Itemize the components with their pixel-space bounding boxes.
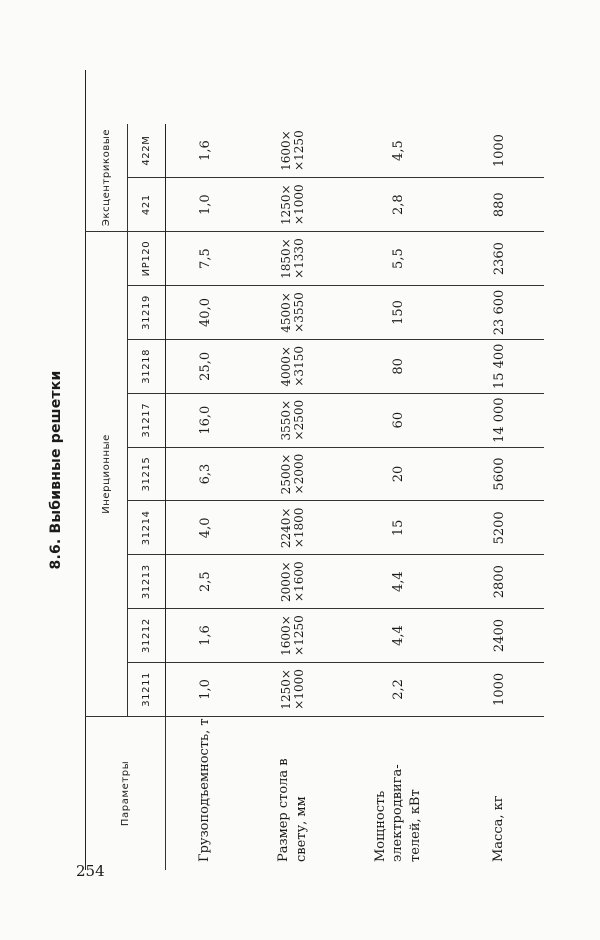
table-cell: 1,0: [166, 662, 245, 716]
table-cell: 14 000: [454, 393, 544, 447]
param-line: телей, кВт: [407, 789, 423, 862]
cell-line: 2000×: [279, 561, 294, 602]
model-header: 31219: [128, 286, 166, 340]
model-header: ИР120: [128, 232, 166, 286]
cell-line: 2240×: [279, 507, 294, 549]
cell-line: 4500×: [279, 292, 294, 333]
cell-line: 1250×: [279, 184, 294, 225]
cell-line: 1850×: [279, 238, 294, 279]
table-cell: [244, 124, 342, 178]
cell-line: 1600×: [279, 130, 294, 171]
cell-line: 1600×: [279, 615, 294, 656]
table-cell: 2,2: [342, 662, 454, 716]
cell-line: 1250×: [279, 669, 294, 710]
param-line: Мощность электродвига-: [372, 764, 406, 862]
cell-line: 3550×: [279, 399, 294, 441]
table-cell: 16,0: [166, 393, 245, 447]
row-label-mass: Масса, кг: [491, 795, 507, 862]
model-header: 31218: [128, 339, 166, 393]
cell-line: ×3550: [292, 292, 306, 333]
cell-line: ×2000: [292, 453, 306, 495]
model-header: 422М: [128, 124, 166, 178]
table-cell: 1000: [454, 662, 544, 716]
cell-line: ×2500: [292, 399, 306, 441]
model-header: 31211: [128, 662, 166, 716]
cell-line: ×1330: [292, 238, 306, 279]
table-cell: 1,0: [166, 178, 245, 232]
table-cell: 4,5: [342, 124, 454, 178]
row-label-power: [342, 716, 454, 870]
table-row: [244, 70, 342, 870]
table-cell: 2400: [454, 609, 544, 663]
row-label-table-size: Размер стола в свету, мм: [276, 758, 309, 862]
table-cell: [244, 232, 342, 286]
table-cell: 15: [342, 501, 454, 555]
group-header-inertial: Инерционные: [86, 232, 128, 717]
table-row: [166, 70, 245, 870]
table-cell: [244, 609, 342, 663]
rotated-table-area: [40, 70, 560, 870]
table-cell: [244, 286, 342, 340]
table-cell: 1,6: [166, 609, 245, 663]
param-header: Параметры: [86, 716, 166, 870]
table-cell: [244, 339, 342, 393]
table-cell: 40,0: [166, 286, 245, 340]
table-cell: 4,0: [166, 501, 245, 555]
table-cell: 60: [342, 393, 454, 447]
table-cell: 25,0: [166, 339, 245, 393]
table-row: [342, 70, 454, 870]
table-cell: 15 400: [454, 339, 544, 393]
group-header-eccentric: Эксцентриковые: [86, 124, 128, 232]
cell-line: ×1000: [292, 184, 306, 225]
page-number: 254: [76, 862, 105, 880]
row-label-capacity: Грузоподъемность, т: [197, 718, 213, 862]
table-cell: 1000: [454, 124, 544, 178]
cell-line: 2500×: [279, 453, 294, 495]
table-cell: 4,4: [342, 555, 454, 609]
table-cell: [244, 178, 342, 232]
table-cell: 880: [454, 178, 544, 232]
table-cell: 20: [342, 447, 454, 501]
cell-line: ×1800: [292, 507, 306, 549]
model-header: 31214: [128, 501, 166, 555]
model-header: 31215: [128, 447, 166, 501]
model-header: 421: [128, 178, 166, 232]
cell-line: 4000×: [279, 346, 294, 387]
cell-line: ×1250: [292, 130, 306, 171]
table-cell: [244, 393, 342, 447]
table-cell: 5200: [454, 501, 544, 555]
cell-line: ×1600: [292, 561, 306, 602]
table-cell: 4,4: [342, 609, 454, 663]
table-cell: 23 600: [454, 286, 544, 340]
table-cell: 80: [342, 339, 454, 393]
table-cell: 7,5: [166, 232, 245, 286]
model-header: 31213: [128, 555, 166, 609]
model-header: 31217: [128, 393, 166, 447]
specs-table: [85, 70, 544, 870]
table-cell: 2,8: [342, 178, 454, 232]
table-cell: 2800: [454, 555, 544, 609]
table-cell: 6,3: [166, 447, 245, 501]
cell-line: ×1000: [292, 669, 306, 710]
table-cell: 5600: [454, 447, 544, 501]
cell-line: ×3150: [292, 346, 306, 387]
table-cell: [244, 662, 342, 716]
section-title: 8.6. Выбивные решетки: [48, 370, 64, 570]
table-cell: [244, 447, 342, 501]
table-cell: 2360: [454, 232, 544, 286]
table-row: [454, 70, 544, 870]
table-cell: 2,5: [166, 555, 245, 609]
table-cell: [244, 501, 342, 555]
table-cell: [244, 555, 342, 609]
table-cell: 1,6: [166, 124, 245, 178]
table-cell: 5,5: [342, 232, 454, 286]
table-cell: 150: [342, 286, 454, 340]
cell-line: ×1250: [292, 615, 306, 656]
model-header: 31212: [128, 609, 166, 663]
